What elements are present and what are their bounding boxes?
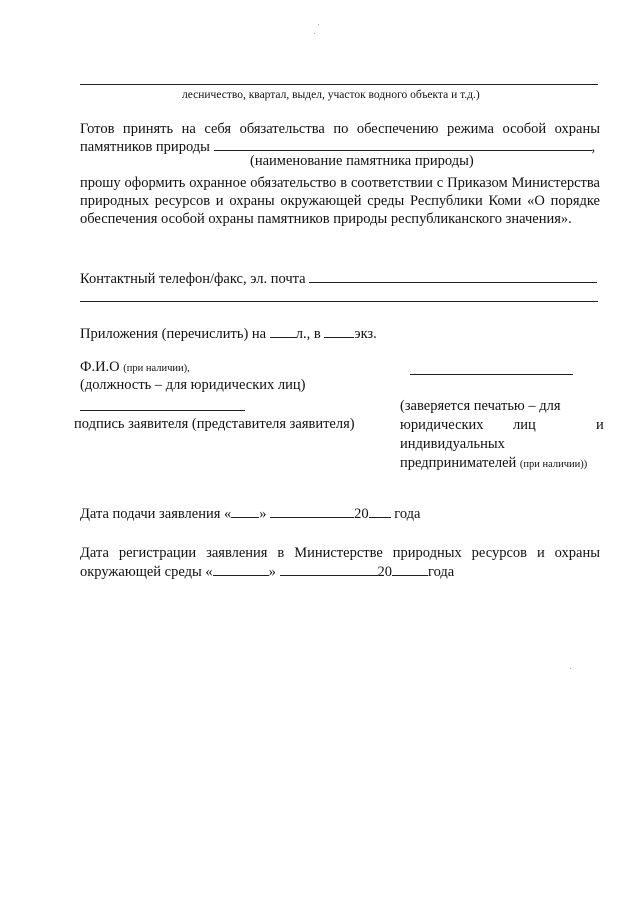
registration-line-1: Дата регистрации заявления в Министерстве природных ресурсов и охраны xyxy=(80,545,600,561)
submission-year-prefix: 20 xyxy=(354,506,369,522)
seal-note: (при наличии)) xyxy=(519,459,588,470)
registration-year-field[interactable] xyxy=(392,563,428,576)
registration-suffix: года xyxy=(428,564,455,580)
seal-line-4-text: предпринимателей xyxy=(400,455,517,471)
seal-line-2-word-1: юридических xyxy=(400,417,484,433)
submission-close-quote: » xyxy=(259,506,267,522)
contact-label: Контактный телефон/факс, эл. почта xyxy=(80,271,306,287)
submission-prefix: Дата подачи заявления « xyxy=(80,506,232,522)
seal-line-2-word-2: лиц xyxy=(513,417,536,433)
contact-field-line-2[interactable] xyxy=(80,301,598,302)
attachments-row xyxy=(80,325,377,343)
fio-row xyxy=(80,359,190,377)
location-caption: лесничество, квартал, выдел, участок водного объекта и т.д.) xyxy=(182,89,480,101)
fio-note: (при наличии), xyxy=(123,363,190,374)
obligation-line-1: Готов принять на себя обязательства по обеспечению режима особой охраны xyxy=(80,121,600,137)
seal-line-1: (заверяется печатью – для xyxy=(400,398,561,414)
nature-monument-caption: (наименование памятника природы) xyxy=(250,153,474,169)
scan-speck xyxy=(570,668,571,669)
attachments-pages-field[interactable] xyxy=(270,325,296,338)
registration-prefix: окружающей среды « xyxy=(80,564,213,580)
contact-field[interactable] xyxy=(309,270,597,283)
attachments-suffix: экз. xyxy=(354,326,377,342)
attachments-prefix: Приложения (перечислить) на xyxy=(80,326,267,342)
nature-monument-name-field[interactable] xyxy=(214,138,592,151)
seal-signature-line[interactable] xyxy=(410,374,573,375)
location-line xyxy=(80,84,598,85)
signature-line[interactable] xyxy=(80,410,245,411)
obligation-body-line-2: природных ресурсов и охраны окружающей среды Республики Коми «О порядке xyxy=(80,193,600,209)
submission-year-field[interactable] xyxy=(369,505,391,518)
registration-day-field[interactable] xyxy=(213,563,269,576)
seal-line-2-word-3: и xyxy=(596,417,604,433)
seal-line-3: индивидуальных xyxy=(400,436,505,452)
obligation-body-line-1: прошу оформить охранное обязательство в соответствии с Приказом Министерства xyxy=(80,175,600,191)
registration-close-quote: » xyxy=(268,564,276,580)
obligation-body-line-3: обеспечения особой охраны памятников природы республиканского значения». xyxy=(80,211,572,227)
registration-date-row xyxy=(80,563,454,581)
attachments-mid: л., в xyxy=(295,326,321,342)
submission-month-field[interactable] xyxy=(270,505,354,518)
position-label: (должность – для юридических лиц) xyxy=(80,377,306,393)
submission-suffix: года xyxy=(394,506,421,522)
scan-speck xyxy=(318,24,319,25)
seal-line-4 xyxy=(400,455,587,473)
obligation-line-2-prefix: памятников природы xyxy=(80,139,210,155)
contact-row xyxy=(80,270,597,288)
registration-year-prefix: 20 xyxy=(377,564,392,580)
fio-label: Ф.И.О xyxy=(80,359,120,375)
scan-speck xyxy=(314,33,315,34)
signature-caption: подпись заявителя (представителя заявителя) xyxy=(74,416,355,432)
submission-date-row xyxy=(80,505,421,523)
registration-month-field[interactable] xyxy=(280,563,378,576)
attachments-copies-field[interactable] xyxy=(324,325,354,338)
obligation-line-2-suffix: , xyxy=(591,139,596,155)
submission-day-field[interactable] xyxy=(231,505,259,518)
